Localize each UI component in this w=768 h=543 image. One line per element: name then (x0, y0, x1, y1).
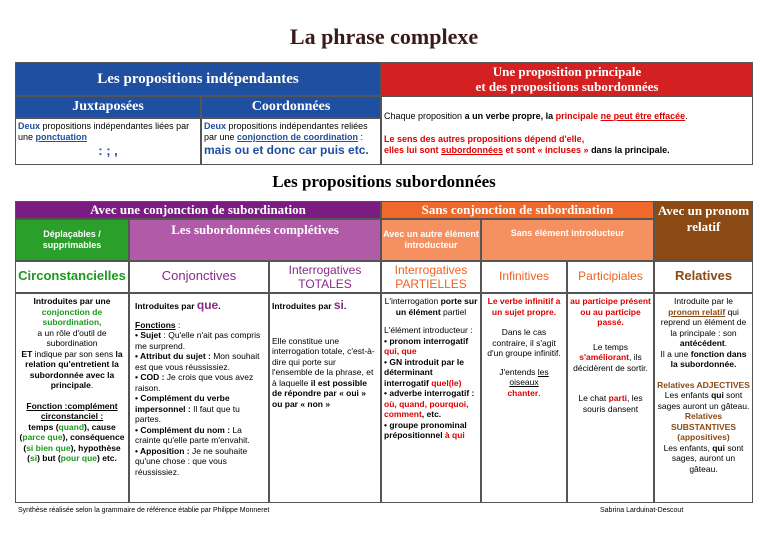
sans-element-header: Sans élément introducteur (481, 219, 654, 261)
deplacables-header: Déplaçables / supprimables (15, 219, 129, 261)
interrogatives-partielles-content: L'interrogation porte sur un élément partiel L'élément introducteur : • pronom interrogatif qui, que • GN introduit par le déterminant interrogatif quel(le) • adverbe interrogatif : où, quand, pourquoi, comment, etc. • groupe pronominal prépositionnel à qui (381, 293, 481, 503)
avec-autre-element-header: Avec un autre élément introducteur (381, 219, 481, 261)
avec-conjonction-header: Avec une conjonction de subordination (15, 201, 381, 219)
coordonnees-cell: Deux propositions indépendantes reliées par une conjonction de coordination : mais ou et donc car puis etc. (201, 118, 381, 165)
ponctuation-symbols: : ; , (98, 143, 118, 158)
conjonctions-list: mais ou et donc car puis etc. (204, 143, 369, 157)
interrogatives-totales-content: Introduites par si. Elle constitue une interrogation totale, c'est-à-dire qui porte sur l'ensemble de la phrase, et à laquelle il est possible de répondre par « oui » ou par « non » (269, 293, 381, 503)
principale-cell: Chaque proposition a un verbe propre, la principale ne peut être effacée. Le sens des autres propositions dépend d'elle, elles lui sont subordonnées et sont « incluses » dans la principale. (381, 96, 753, 165)
col-participiales: Participiales (567, 261, 654, 293)
footer-left: Synthèse réalisée selon la grammaire de référence établie par Philippe Monneret (18, 507, 270, 514)
coordonnees-header: Coordonnées (201, 96, 381, 118)
juxtaposees-cell: Deux propositions indépendantes liées par une ponctuation : ; , (15, 118, 201, 165)
subordonnees-title: Les propositions subordonnées (272, 172, 496, 191)
footer-right: Sabrina Larduinat-Descout (600, 507, 684, 514)
col-interrogatives-partielles: Interrogatives PARTIELLES (381, 261, 481, 293)
sans-conjonction-header: Sans conjonction de subordination (381, 201, 654, 219)
completives-header: Les subordonnées complétives (129, 219, 381, 261)
circonstancielles-content: Introduites par une conjonction de subordination, a un rôle d'outil de subordination ET indique par son sens la relation qu'entretient la subordonnée avec la principale. Fonction :complément circonstanciel : temps (quand), cause (parce que), conséquence (si bien que), hypothèse (si) but (pour que) etc. (15, 293, 129, 503)
col-interrogatives-totales: Interrogatives TOTALES (269, 261, 381, 293)
relatives-content: Introduite par le pronom relatif qui reprend un élément de la principale : son antécédent. Il a une fonction dans la subordonnée. Relatives ADJECTIVES Les enfants qui sont sages auront un gâteau. Relatives SUBSTANTIVES (appositives) Les enfants, qui sont sages, auront un gâteau. (654, 293, 753, 503)
col-circonstancielles: Circonstancielles (15, 261, 129, 293)
infinitives-content: Le verbe infinitif a un sujet propre. Dans le cas contraire, il s'agit d'un groupe infinitif. J'entends les oiseaux chanter. (481, 293, 567, 503)
col-conjonctives: Conjonctives (129, 261, 269, 293)
conjonctives-content: Introduites par que. Fonctions : • Sujet : Qu'elle n'ait pas compris me surprend. • Attribut du sujet : Mon souhait est que vous réussissiez. • COD : Je crois que vous avez raison. • Complément du verbe impersonnel : Il faut que tu partes. • Complément du nom : La crainte qu'elle parte m'envahit. • Apposition : Je ne souhaite qu'une chose : que vous réussissiez. (129, 293, 269, 503)
juxtaposees-header: Juxtaposées (15, 96, 201, 118)
col-relatives: Relatives (654, 261, 753, 293)
principale-header: Une proposition principale et des propositions subordonnées (381, 62, 753, 96)
participiales-content: au participe présent ou au participe passé. Le temps s'améliorant, ils décidèrent de sortir. Le chat parti, les souris dansent (567, 293, 654, 503)
pronom-relatif-header: Avec un pronom relatif (654, 201, 753, 261)
col-infinitives: Infinitives (481, 261, 567, 293)
independantes-header: Les propositions indépendantes (15, 62, 381, 96)
page-title: La phrase complexe (289, 24, 479, 49)
